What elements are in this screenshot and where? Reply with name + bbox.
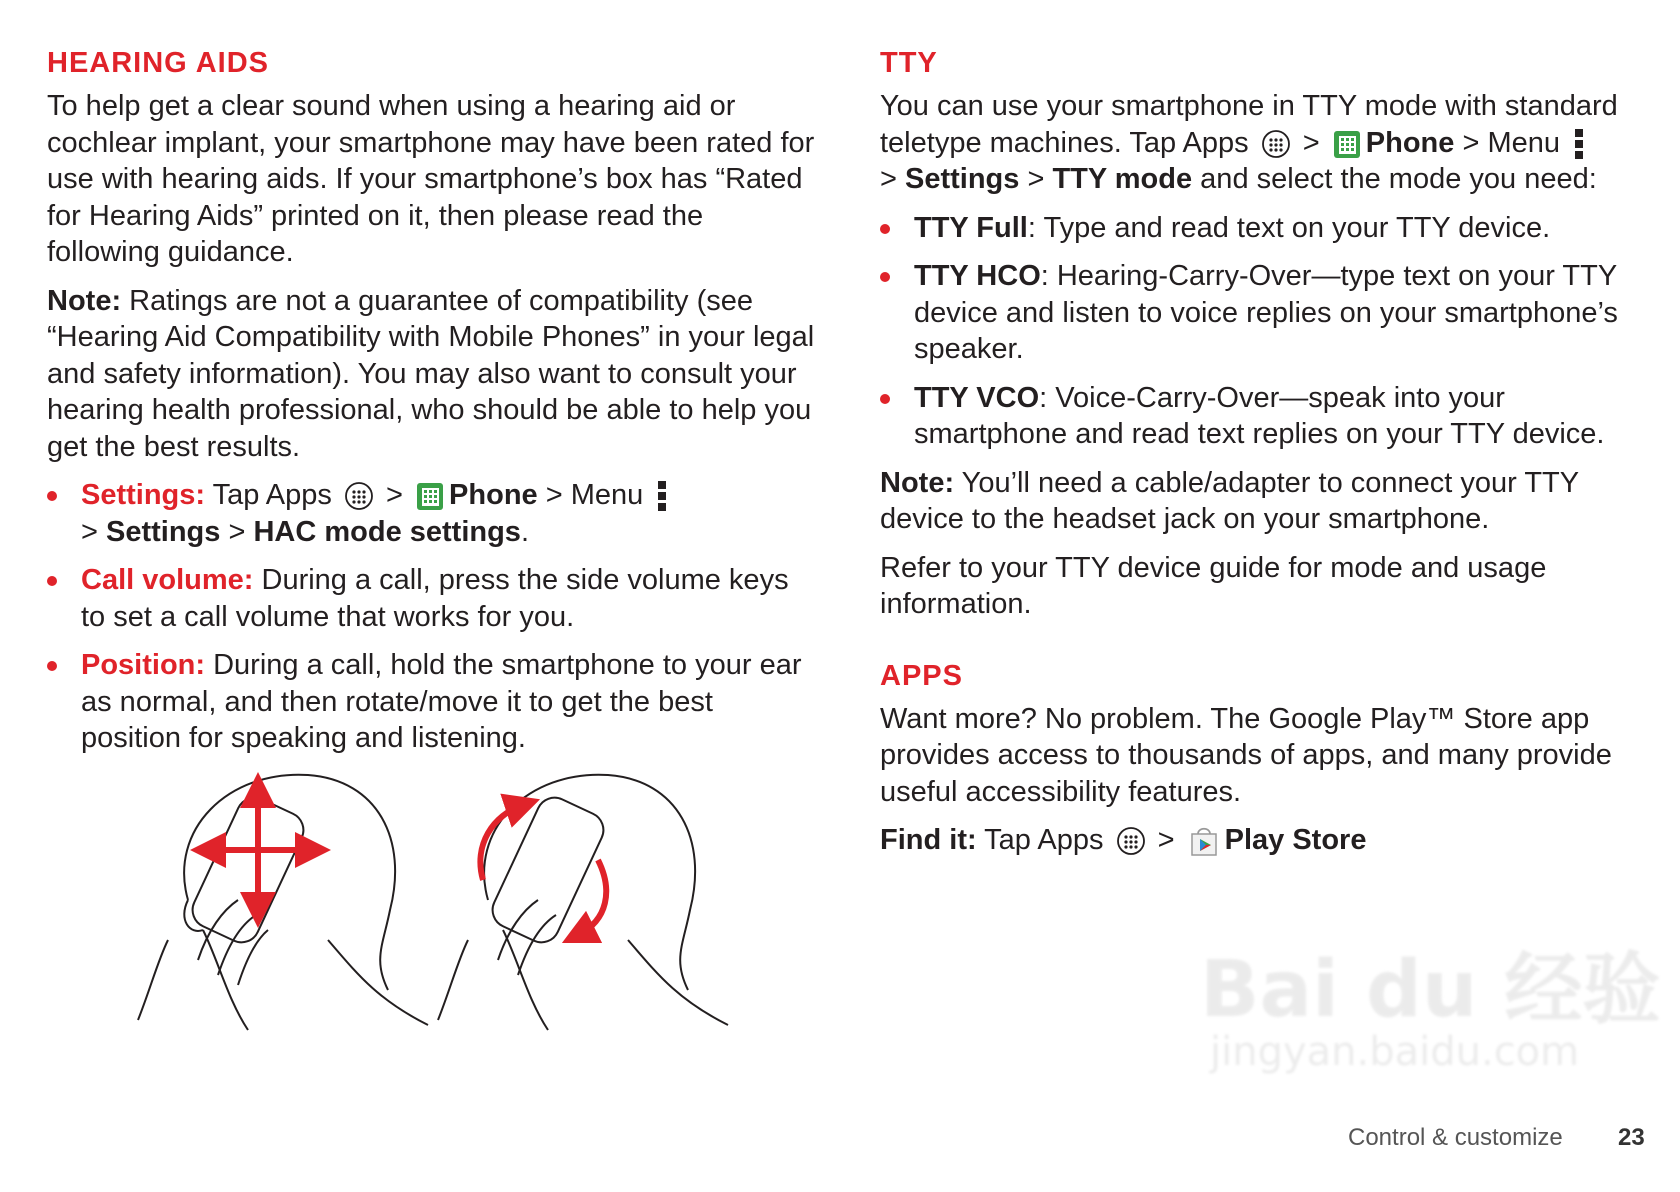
gt-separator: > <box>1149 824 1183 856</box>
hac-mode-settings: HAC mode settings <box>253 515 521 548</box>
apps-intro: Want more? No problem. The Google Play™ Store app provides access to thousands of apps, and many provide useful accessibility features. <box>880 702 1612 808</box>
watermark-url: jingyan.baidu.com <box>1210 1029 1580 1075</box>
list-item-tty-full <box>880 210 1640 247</box>
phone-icon <box>415 480 445 512</box>
tty-intro <box>880 88 1640 198</box>
tty-full-text: : Type and read text on your TTY device. <box>1027 211 1551 244</box>
tty-mode-label: TTY mode <box>1052 163 1193 195</box>
call-volume-text: During a call, press the side volume keys to set a call volume that works for you. <box>81 564 789 633</box>
list-item-tty-vco <box>880 380 1640 453</box>
settings-bold: Settings <box>106 515 221 548</box>
call-volume-label: Call volume: <box>81 564 254 596</box>
gt-separator: > <box>220 515 254 548</box>
right-column <box>880 44 1640 871</box>
settings-bold: Settings <box>905 163 1020 195</box>
find-tap-text: Tap Apps <box>976 824 1104 856</box>
position-label: Position: <box>81 649 206 681</box>
hearing-aids-heading: HEARING AIDS <box>47 47 269 79</box>
list-item-tty-hco <box>880 258 1640 368</box>
tty-note <box>880 465 1640 538</box>
tty-hco-text: : Hearing-Carry-Over—type text on your TTY device and listen to voice replies on your smartphone’s speaker. <box>914 260 1618 365</box>
gt-separator: > <box>377 479 412 511</box>
tty-intro-end: and select the mode you need: <box>1192 163 1597 195</box>
left-column <box>47 44 817 769</box>
hearing-aids-list <box>47 477 817 757</box>
find-it-label: Find it: <box>880 824 977 856</box>
tty-vco-text: : Voice-Carry-Over—speak into your smartphone and read text replies on your TTY device. <box>914 381 1605 450</box>
apps-icon <box>1261 129 1291 159</box>
settings-label: Settings: <box>81 479 206 511</box>
move-arrows <box>208 790 313 910</box>
phone-label: Phone <box>1365 126 1455 159</box>
play-store-label: Play Store <box>1224 824 1367 856</box>
tty-heading: TTY <box>880 47 938 79</box>
gt-separator: > <box>1294 126 1328 159</box>
note-text: You’ll need a cable/adapter to connect your TTY device to the headset jack on your smartphone. <box>880 466 1579 535</box>
figure-rotate <box>438 775 728 1030</box>
hearing-aids-intro: To help get a clear sound when using a hearing aid or cochlear implant, your smartphone may have been rated for use with hearing aids. If your smartphone’s box has “Rated for Hearing Aids” printed on it, then please read the following guidance. <box>47 90 815 268</box>
apps-heading: APPS <box>880 659 963 692</box>
tty-refer: Refer to your TTY device guide for mode and usage information. <box>880 551 1547 620</box>
menu-text: > Menu <box>1454 126 1560 159</box>
tap-apps-text: Tap Apps <box>205 479 332 511</box>
tty-full-label: TTY Full <box>914 211 1028 244</box>
find-it <box>880 822 1640 859</box>
note-text: Ratings are not a guarantee of compatibility (see “Hearing Aid Compatibility with Mobile Phones” in your legal and safety information). You may also want to consult your hearing health professional, who should be able to help you get the best results. <box>47 284 815 463</box>
footer-section-title: Control & customize <box>1348 1124 1563 1151</box>
period: . <box>520 515 530 548</box>
apps-icon <box>1116 826 1146 856</box>
hearing-aids-note <box>47 283 817 466</box>
tty-intro-text: You can use your smartphone in TTY mode with standard teletype machines. Tap Apps <box>880 90 1618 159</box>
baidu-watermark <box>1200 945 1661 1075</box>
list-item-settings <box>47 477 817 550</box>
page-number: 23 <box>1618 1124 1645 1151</box>
apps-icon <box>344 481 374 511</box>
gt-separator: > <box>1019 163 1053 195</box>
figure-move <box>138 775 428 1030</box>
menu-icon <box>657 479 667 513</box>
gt-separator: > <box>880 163 905 195</box>
gt-separator: > <box>81 515 106 548</box>
menu-text: > Menu <box>537 479 644 511</box>
watermark-logo-text: Bai du 经验 <box>1200 945 1661 1035</box>
tty-hco-label: TTY HCO <box>914 260 1041 292</box>
note-label: Note: <box>47 284 122 317</box>
position-text: During a call, hold the smartphone to your ear as normal, and then rotate/move it to get the best position for speaking and listening. <box>81 649 802 754</box>
tty-vco-label: TTY VCO <box>914 381 1040 414</box>
list-item-call-volume <box>47 562 817 635</box>
hearing-aid-illustration <box>128 760 748 1050</box>
list-item-position <box>47 647 817 757</box>
phone-label: Phone <box>449 479 538 511</box>
menu-icon <box>1574 127 1584 161</box>
tty-mode-list <box>880 210 1640 453</box>
phone-icon <box>1332 128 1362 160</box>
note-label: Note: <box>880 466 955 499</box>
play-store-icon <box>1187 824 1221 858</box>
